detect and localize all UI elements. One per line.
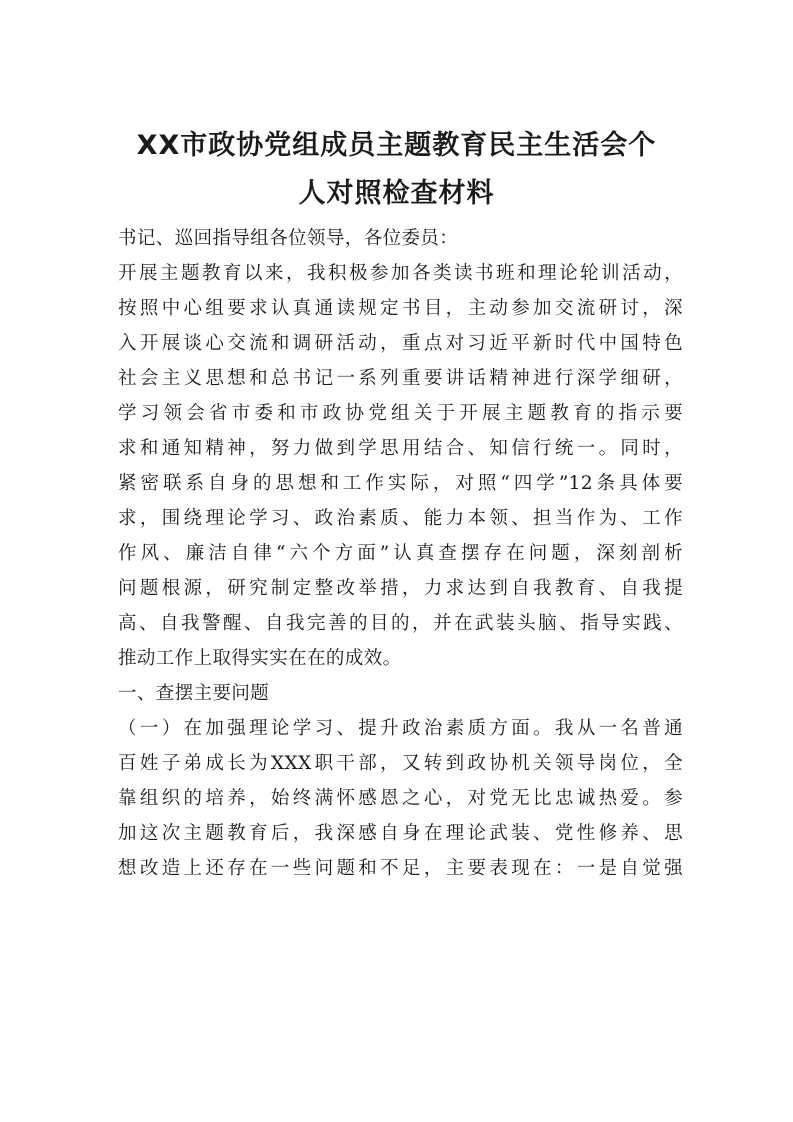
salutation: 书记、巡回指导组各位领导，各位委员：: [118, 228, 459, 249]
paragraph-line: 加这次主题教育后，我深感自身在理论武装、党性修养、思: [118, 823, 683, 844]
paragraph-line: 百姓子弟成长为XXX职干部，又转到政协机关领导岗位，全: [118, 753, 683, 774]
paragraph-line: 作风、廉洁自律“六个方面”认真查摆存在问题，深刻剖析: [118, 543, 683, 564]
paragraph-line: 靠组织的培养，始终满怀感恩之心，对党无比忠诚热爱。参: [118, 788, 683, 809]
paragraph-line: 求，围绕理论学习、政治素质、能力本领、担当作为、工作: [118, 508, 683, 529]
paragraph-line: （一）在加强理论学习、提升政治素质方面。我从一名普通: [118, 718, 683, 739]
paragraph-line: 开展主题教育以来，我积极参加各类读书班和理论轮训活动，: [118, 263, 683, 284]
paragraph-line: 想改造上还存在一些问题和不足，主要表现在：一是自觉强: [118, 858, 683, 879]
paragraph-line: 入开展谈心交流和调研活动，重点对习近平新时代中国特色: [118, 333, 683, 354]
document-body: [118, 221, 683, 886]
paragraph-line: 学习领会省市委和市政协党组关于开展主题教育的指示要: [118, 403, 683, 424]
section-heading: 一、查摆主要问题: [118, 683, 270, 704]
paragraph-line: 推动工作上取得实实在在的成效。: [118, 648, 402, 669]
paragraph-line: 紧密联系自身的思想和工作实际，对照“四学”12条具体要: [118, 473, 683, 494]
paragraph-line: 按照中心组要求认真通读规定书目，主动参加交流研讨，深: [118, 298, 683, 319]
paragraph-2: [118, 711, 683, 886]
paragraph-line: 求和通知精神，努力做到学思用结合、知信行统一。同时，: [118, 438, 683, 459]
document-title-line-1: XX市政协党组成员主题教育民主生活会个: [136, 130, 657, 161]
paragraph-line: 社会主义思想和总书记一系列重要讲话精神进行深学细研，: [118, 368, 683, 389]
document-title-line-2: 人对照检查材料: [298, 178, 495, 209]
paragraph-line: 高、自我警醒、自我完善的目的，并在武装头脑、指导实践、: [118, 613, 683, 634]
paragraph-1: [118, 256, 683, 676]
paragraph-line: 问题根源，研究制定整改举措，力求达到自我教育、自我提: [118, 578, 683, 599]
